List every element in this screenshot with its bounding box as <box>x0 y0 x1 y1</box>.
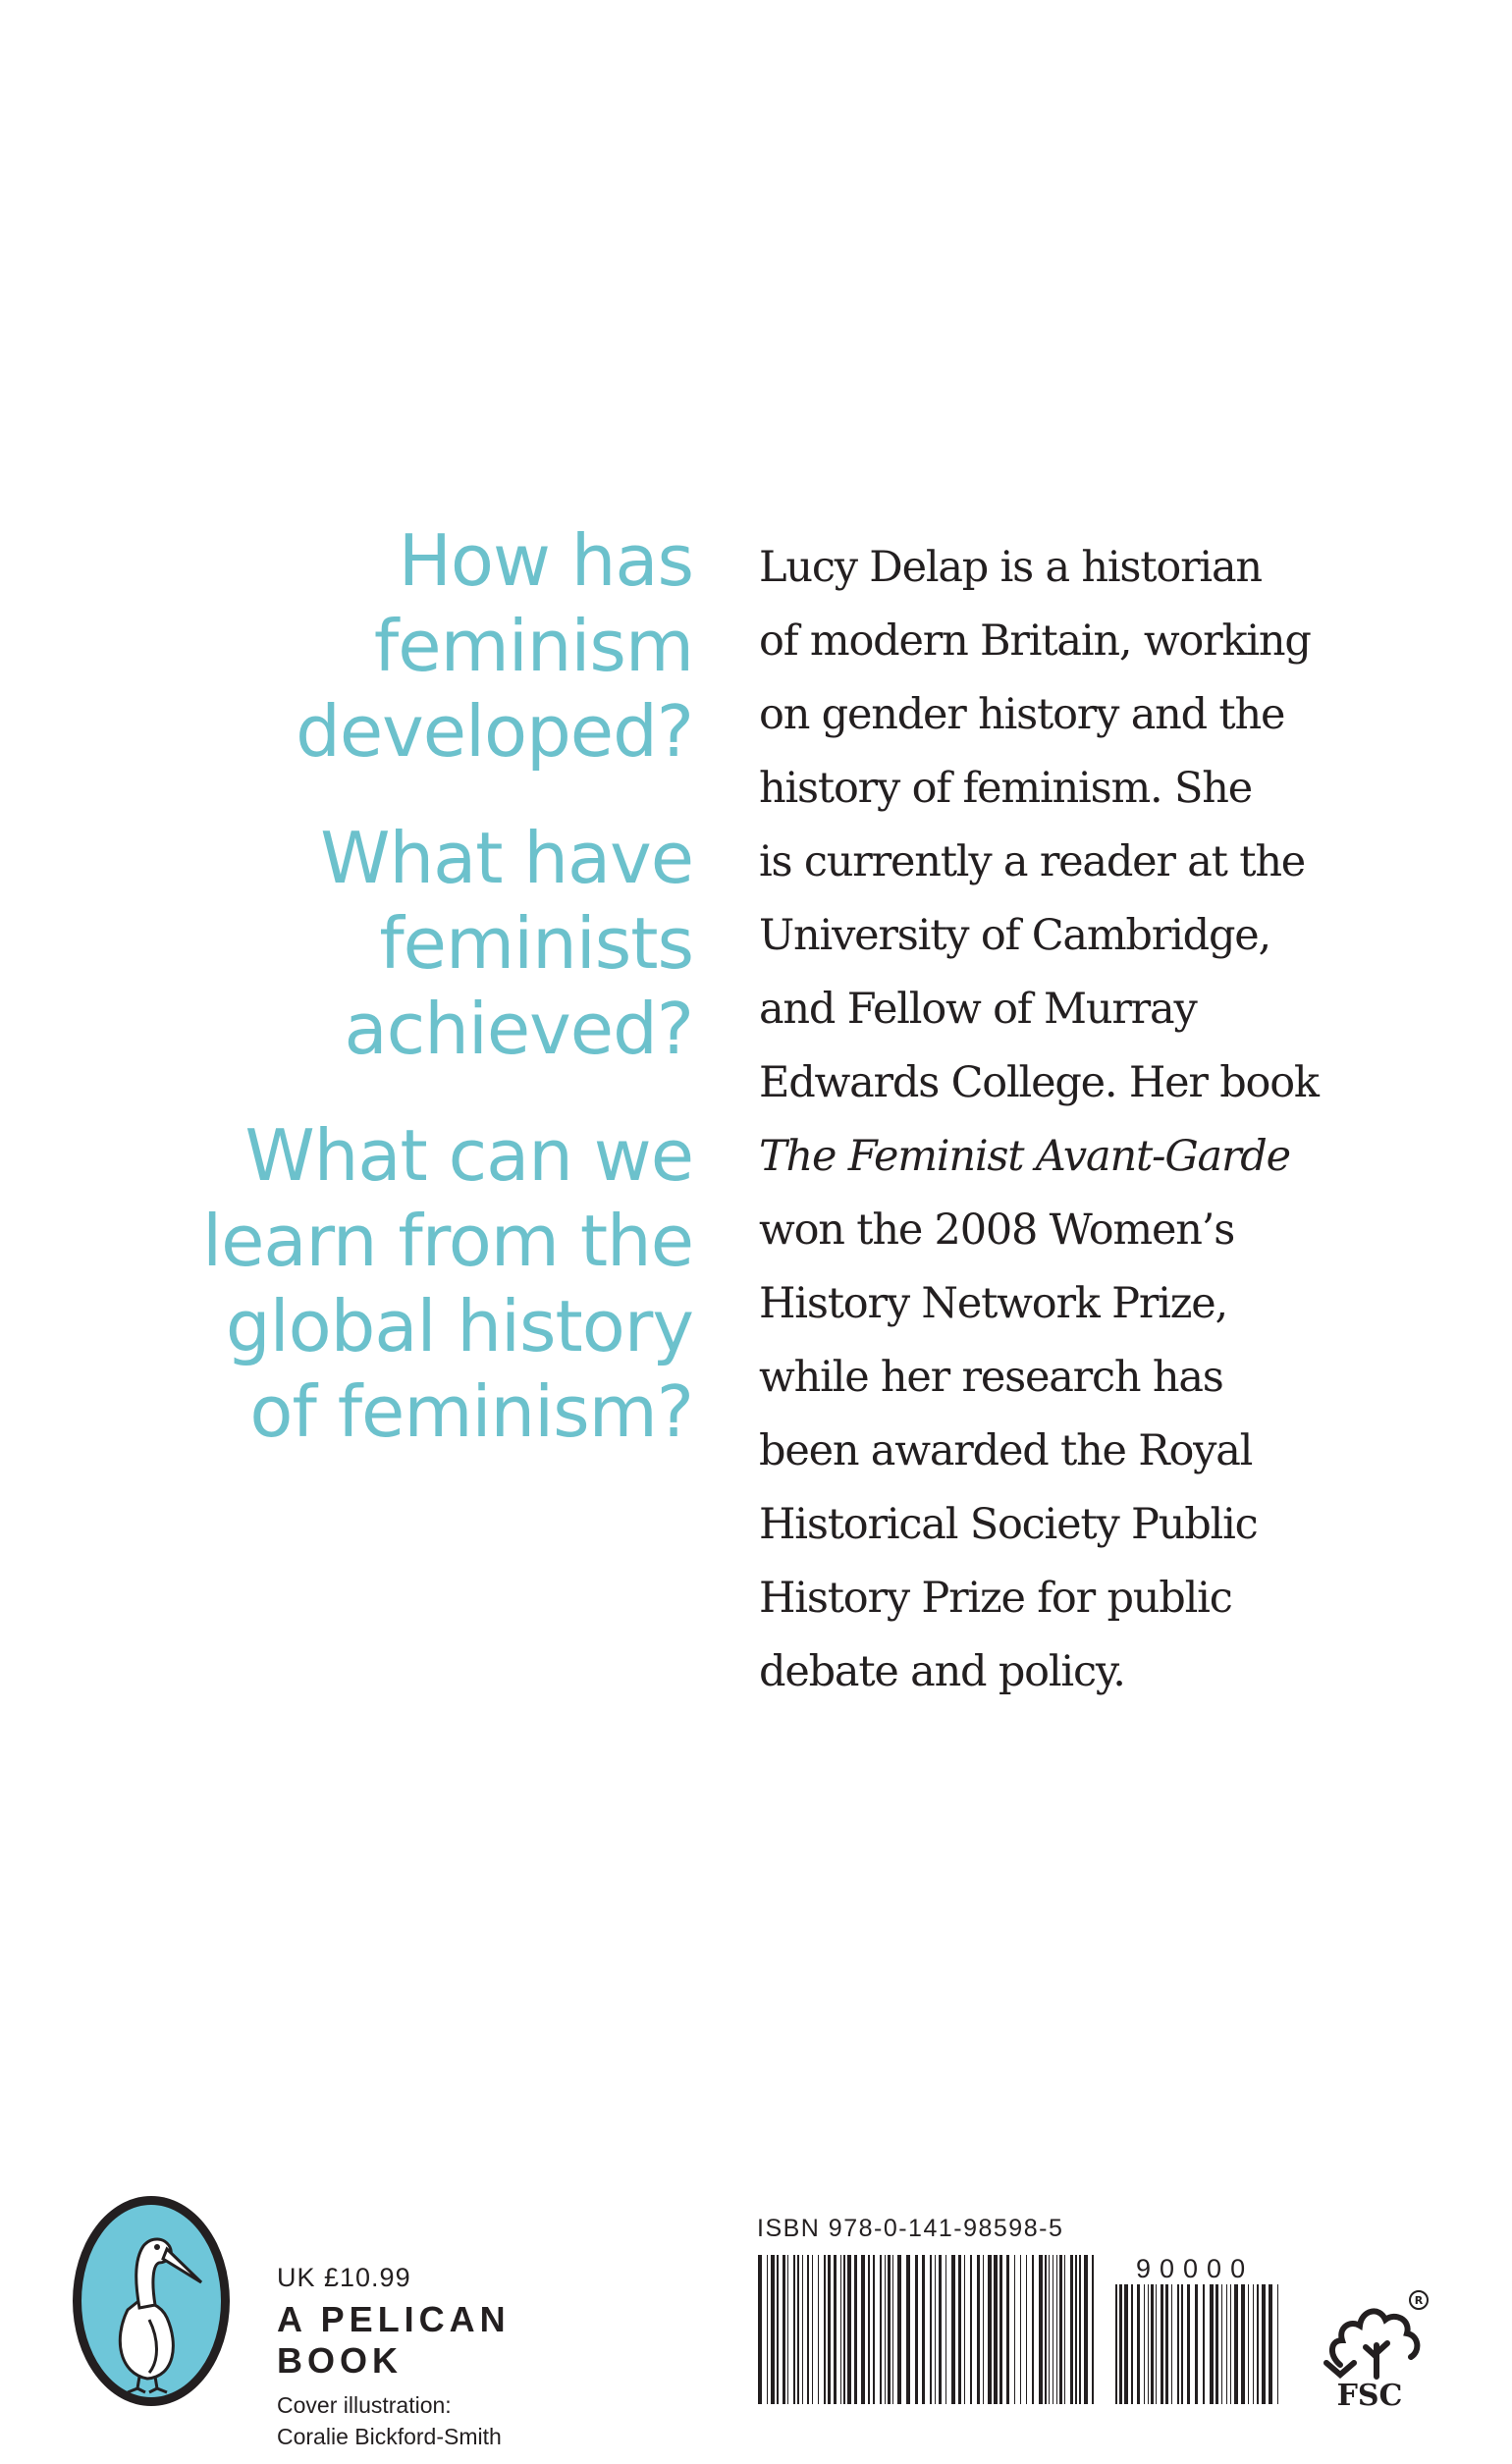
question-line: achieved? <box>344 988 693 1070</box>
imprint: A PELICAN BOOK <box>277 2299 511 2381</box>
bio-line: history of feminism. She <box>759 764 1252 813</box>
bio-line: been awarded the Royal <box>759 1426 1253 1475</box>
question-line: How has <box>398 519 693 602</box>
question-line: learn from the <box>202 1200 693 1282</box>
fsc-tree-icon <box>1321 2286 1433 2409</box>
question-3 <box>137 1113 693 1455</box>
bio-line: debate and policy. <box>759 1647 1125 1696</box>
price-addon-number: 90000 <box>1136 2254 1255 2283</box>
bio-line: Lucy Delap is a historian <box>759 543 1262 592</box>
question-line: What can we <box>244 1114 693 1197</box>
pricing-block <box>277 2263 630 2452</box>
fsc-label: FSC <box>1336 2379 1403 2409</box>
bio-line: won the 2008 Women’s <box>759 1205 1235 1255</box>
question-1 <box>137 518 693 775</box>
svg-text:R: R <box>1414 2294 1424 2307</box>
question-line: developed? <box>296 690 693 773</box>
question-line: global history <box>225 1285 693 1367</box>
bio-line: History Network Prize, <box>759 1279 1227 1328</box>
cover-credit-name: Coralie Bickford-Smith <box>277 2424 502 2449</box>
bio-line: and Fellow of Murray <box>759 985 1197 1034</box>
bio-line: is currently a reader at the <box>759 837 1306 886</box>
cover-questions <box>137 518 693 1496</box>
question-line: What have <box>320 817 693 899</box>
price: UK £10.99 <box>277 2263 411 2292</box>
bio-line: University of Cambridge, <box>759 911 1271 960</box>
isbn-barcode <box>756 2255 1096 2404</box>
question-line: feminism <box>373 605 693 687</box>
bio-line: Historical Society Public <box>759 1500 1258 1549</box>
bio-line: while her research has <box>759 1353 1223 1402</box>
author-bio <box>759 531 1348 1709</box>
bio-line: Edwards College. Her book <box>759 1058 1319 1107</box>
bio-line: History Prize for public <box>759 1574 1232 1623</box>
bio-line: of modern Britain, working <box>759 616 1311 666</box>
addon-barcode <box>1113 2284 1280 2404</box>
bio-line: on gender history and the <box>759 690 1285 739</box>
question-line: of feminism? <box>249 1370 693 1453</box>
book-title: The Feminist Avant-Garde <box>759 1132 1290 1181</box>
isbn-text: ISBN 978-0-141-98598-5 <box>757 2215 1064 2242</box>
pelican-logo-icon <box>69 2192 234 2410</box>
question-2 <box>137 816 693 1072</box>
cover-credit-label: Cover illustration: <box>277 2392 452 2418</box>
question-line: feminists <box>379 902 693 985</box>
